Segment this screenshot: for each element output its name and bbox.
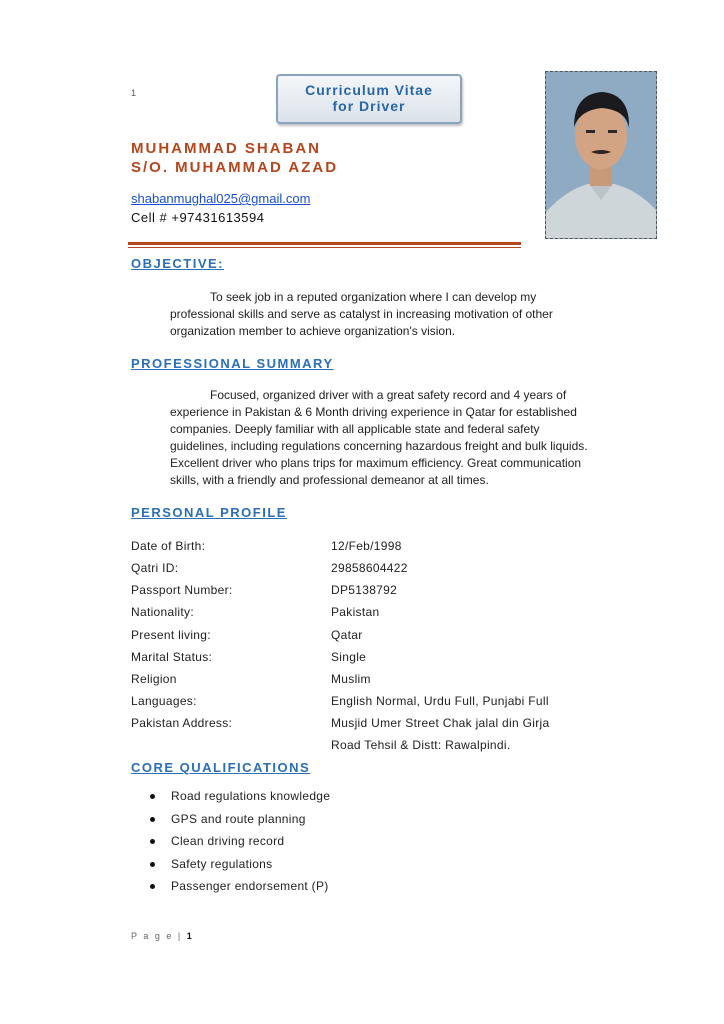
list-item-text: GPS and route planning <box>171 811 306 826</box>
profile-label: Present living: <box>131 628 211 642</box>
profile-value: 29858604422 <box>331 561 408 575</box>
profile-label: Nationality: <box>131 605 194 619</box>
candidate-full-name: MUHAMMAD SHABAN <box>131 140 321 157</box>
footer-page-number: 1 <box>186 931 194 941</box>
candidate-parent: S/O. MUHAMMAD AZAD <box>131 159 339 176</box>
profile-label: Religion <box>131 672 177 686</box>
qualifications-heading: CORE QUALIFICATIONS <box>131 760 311 775</box>
bullet-icon <box>150 862 155 867</box>
profile-label: Date of Birth: <box>131 539 206 553</box>
bullet-icon <box>150 884 155 889</box>
profile-value: Qatar <box>331 628 363 642</box>
summary-heading: PROFESSIONAL SUMMARY <box>131 356 334 371</box>
cv-title-banner <box>276 74 462 124</box>
profile-value: Pakistan <box>331 605 380 619</box>
summary-text: Focused, organized driver with a great safety record and 4 years of experience in Pakistan & 6 Month driving experience in Qatar for established companies. Deeply familiar with all applicable state and federal safety guidelines, including regulations concerning hazardous freight and bulk liquids. Excellent driver who plans trips for maximum efficiency. Great communication skills, with a friendly and professional demeanor at all times. <box>170 388 588 487</box>
list-item-text: Safety regulations <box>171 856 273 871</box>
cell-number: Cell # +97431613594 <box>131 210 265 225</box>
profile-value: English Normal, Urdu Full, Punjabi Full <box>331 694 549 708</box>
bullet-icon <box>150 839 155 844</box>
list-item <box>150 785 330 808</box>
footer-label: P a g e | <box>131 931 183 941</box>
list-item-text: Passenger endorsement (P) <box>171 879 329 893</box>
profile-label: Pakistan Address: <box>131 716 233 730</box>
profile-label: Qatri ID: <box>131 561 179 575</box>
page-marker: 1 <box>131 88 137 98</box>
profile-value: DP5138792 <box>331 583 398 597</box>
list-item <box>150 830 330 853</box>
profile-photo <box>545 71 657 239</box>
qualifications-list <box>150 785 330 898</box>
profile-value: Musjid Umer Street Chak jalal din Girja Road Tehsil & Distt: Rawalpindi. <box>331 716 550 752</box>
profile-photo-image <box>546 72 656 238</box>
header-divider-thin <box>128 247 521 248</box>
list-item <box>150 875 330 898</box>
page-footer <box>131 931 194 941</box>
profile-label: Marital Status: <box>131 650 213 664</box>
bullet-icon <box>150 817 155 822</box>
profile-label: Languages: <box>131 694 197 708</box>
profile-value: 12/Feb/1998 <box>331 539 402 553</box>
profile-value: Muslim <box>331 672 371 686</box>
profile-heading: PERSONAL PROFILE <box>131 505 287 520</box>
list-item-text: Road regulations knowledge <box>171 789 331 803</box>
bullet-icon <box>150 794 155 799</box>
banner-line-1: Curriculum Vitae <box>305 82 433 98</box>
email-link[interactable]: shabanmughal025@gmail.com <box>131 191 311 206</box>
objective-text: To seek job in a reputed organization where I can develop my professional skills and serve as catalyst in increasing motivation of other organization member to achieve organization's vision. <box>170 290 553 338</box>
list-item-text: Clean driving record <box>171 834 285 848</box>
objective-heading: OBJECTIVE: <box>131 256 225 271</box>
candidate-name <box>131 139 338 177</box>
list-item <box>150 808 330 831</box>
profile-label: Passport Number: <box>131 583 233 597</box>
banner-line-2: for Driver <box>332 98 406 114</box>
profile-value: Single <box>331 650 367 664</box>
list-item <box>150 853 330 876</box>
header-divider-thick <box>128 242 521 245</box>
